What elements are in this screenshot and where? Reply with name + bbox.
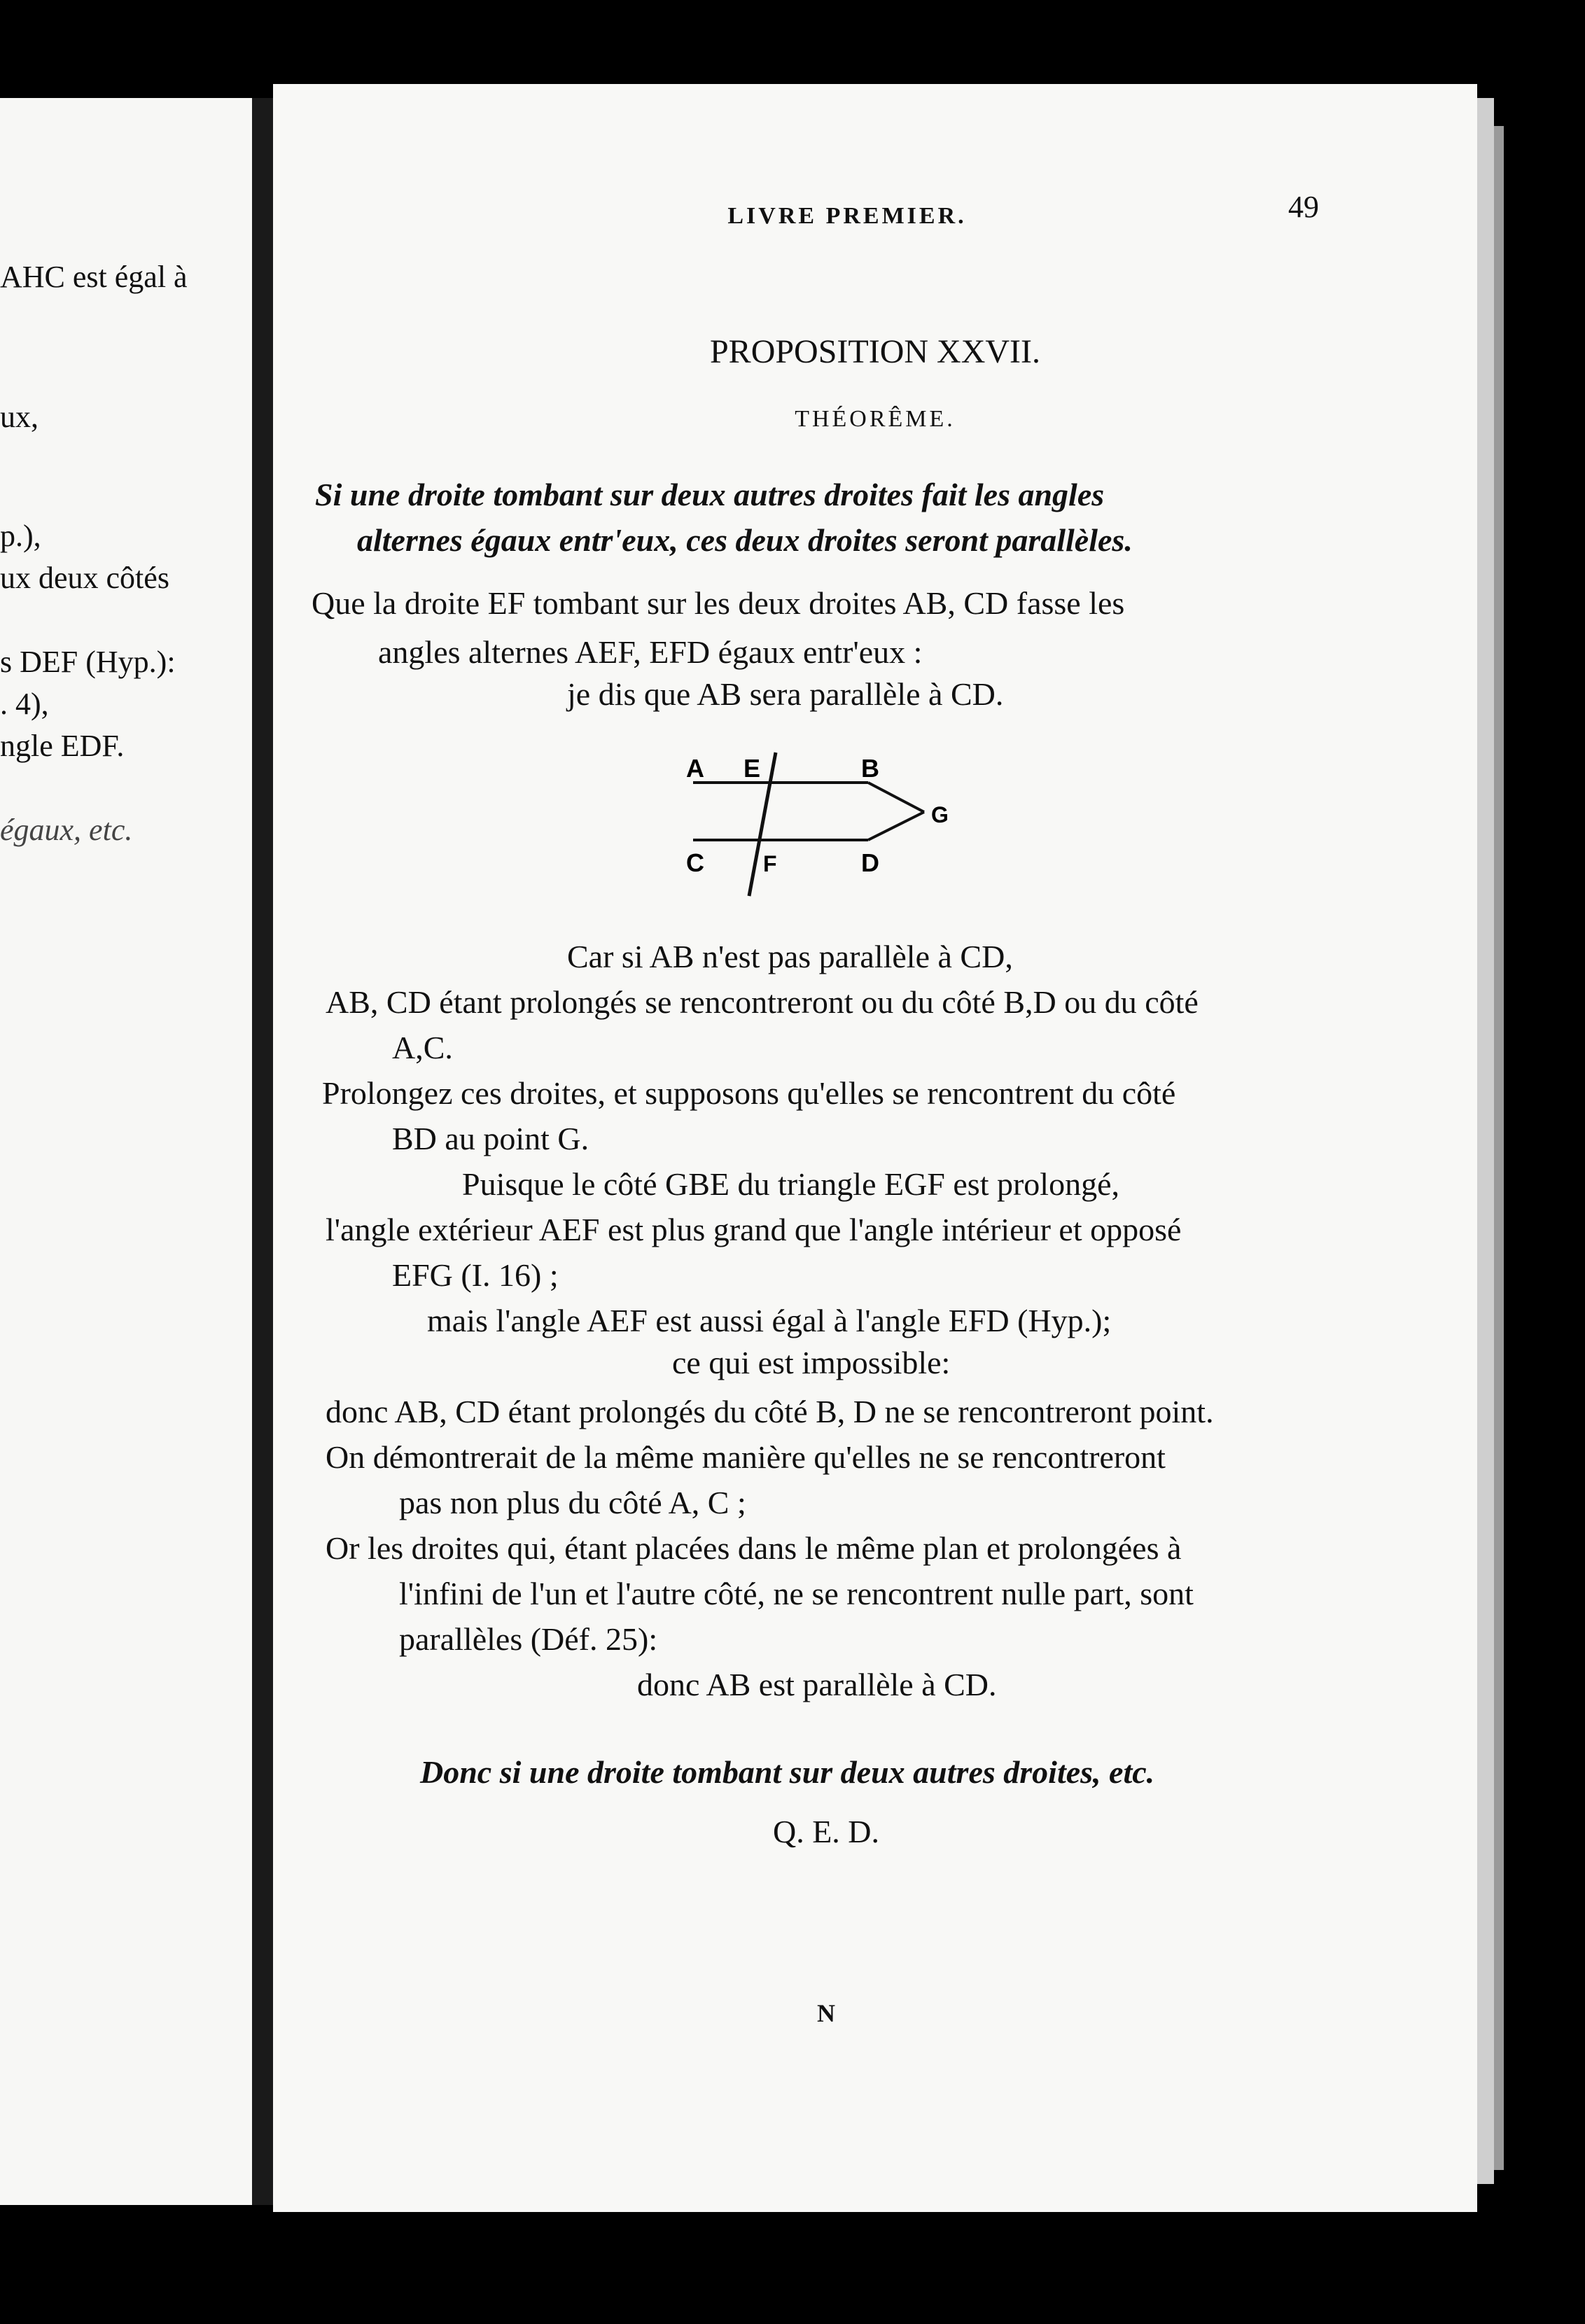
proof-line: EFG (I. 16) ; [392, 1257, 559, 1293]
page-edge [1477, 98, 1494, 2184]
proof-line: l'infini de l'un et l'autre côté, ne se rencontrent nulle part, sont [399, 1576, 1194, 1611]
proof-line: A,C. [392, 1030, 453, 1065]
book-gutter [252, 98, 273, 2205]
enunciation-line: Si une droite tombant sur deux autres droites fait les angles [315, 477, 1105, 512]
proof-line: donc AB est parallèle à CD. [637, 1667, 997, 1702]
left-text-line: AHC est égal à [0, 260, 188, 294]
enunciation-line: alternes égaux entr'eux, ces deux droites seront parallèles. [357, 522, 1133, 558]
left-text-line: égaux, etc. [0, 813, 133, 847]
page-edge-shadow [1494, 126, 1504, 2170]
label-a: A [686, 754, 704, 783]
proof-line: donc AB, CD étant prolongés du côté B, D ne se rencontreront point. [326, 1394, 1214, 1429]
proof-line: pas non plus du côté A, C ; [399, 1485, 746, 1520]
proposition-subtitle: THÉORÊME. [795, 406, 956, 432]
left-text-line: ux deux côtés [0, 561, 169, 595]
left-text-line: p.), [0, 519, 41, 553]
setup-line: je dis que AB sera parallèle à CD. [567, 676, 1004, 712]
left-text-line: . 4), [0, 687, 49, 721]
proof-line: AB, CD étant prolongés se rencontreront ou du côté B,D ou du côté [326, 984, 1199, 1020]
line-dg [868, 812, 924, 840]
left-text-line: ux, [0, 400, 39, 434]
proof-line: parallèles (Déf. 25): [399, 1621, 658, 1657]
signature-mark: N [817, 1999, 835, 2027]
proof-line: Or les droites qui, étant placées dans le même plan et prolongées à [326, 1530, 1182, 1566]
proof-line: Prolongez ces droites, et supposons qu'elles se rencontrent du côté [322, 1075, 1176, 1111]
label-d: D [861, 848, 879, 877]
right-page [273, 84, 1477, 2212]
proof-line: Puisque le côté GBE du triangle EGF est prolongé, [462, 1166, 1120, 1202]
proof-line: Car si AB n'est pas parallèle à CD, [567, 939, 1013, 974]
setup-line: angles alternes AEF, EFD égaux entr'eux : [378, 634, 923, 670]
proof-line: l'angle extérieur AEF est plus grand que l'angle intérieur et opposé [326, 1212, 1182, 1247]
setup-line: Que la droite EF tombant sur les deux droites AB, CD fasse les [312, 585, 1125, 621]
proposition-title: PROPOSITION XXVII. [709, 333, 1040, 370]
proof-line: On démontrerait de la même manière qu'elles ne se rencontreront [326, 1439, 1166, 1475]
proof-line: ce qui est impossible: [672, 1345, 951, 1380]
label-g: G [931, 802, 949, 827]
proof-line: mais l'angle AEF est aussi égal à l'angle EFD (Hyp.); [427, 1303, 1112, 1338]
running-title: LIVRE PREMIER. [727, 203, 967, 229]
label-c: C [686, 848, 704, 877]
left-page-fragment [0, 98, 252, 2205]
conclusion-line: Donc si une droite tombant sur deux autres droites, etc. [420, 1754, 1155, 1790]
line-bg [868, 783, 924, 812]
label-e: E [743, 754, 761, 783]
left-text-line: s DEF (Hyp.): [0, 645, 176, 679]
label-b: B [861, 754, 879, 783]
left-text-line: ngle EDF. [0, 729, 125, 763]
parallel-lines-figure [679, 749, 973, 910]
page-number: 49 [1288, 190, 1319, 224]
label-f: F [763, 851, 777, 876]
qed-mark: Q. E. D. [772, 1814, 880, 1849]
proof-line: BD au point G. [392, 1121, 589, 1156]
